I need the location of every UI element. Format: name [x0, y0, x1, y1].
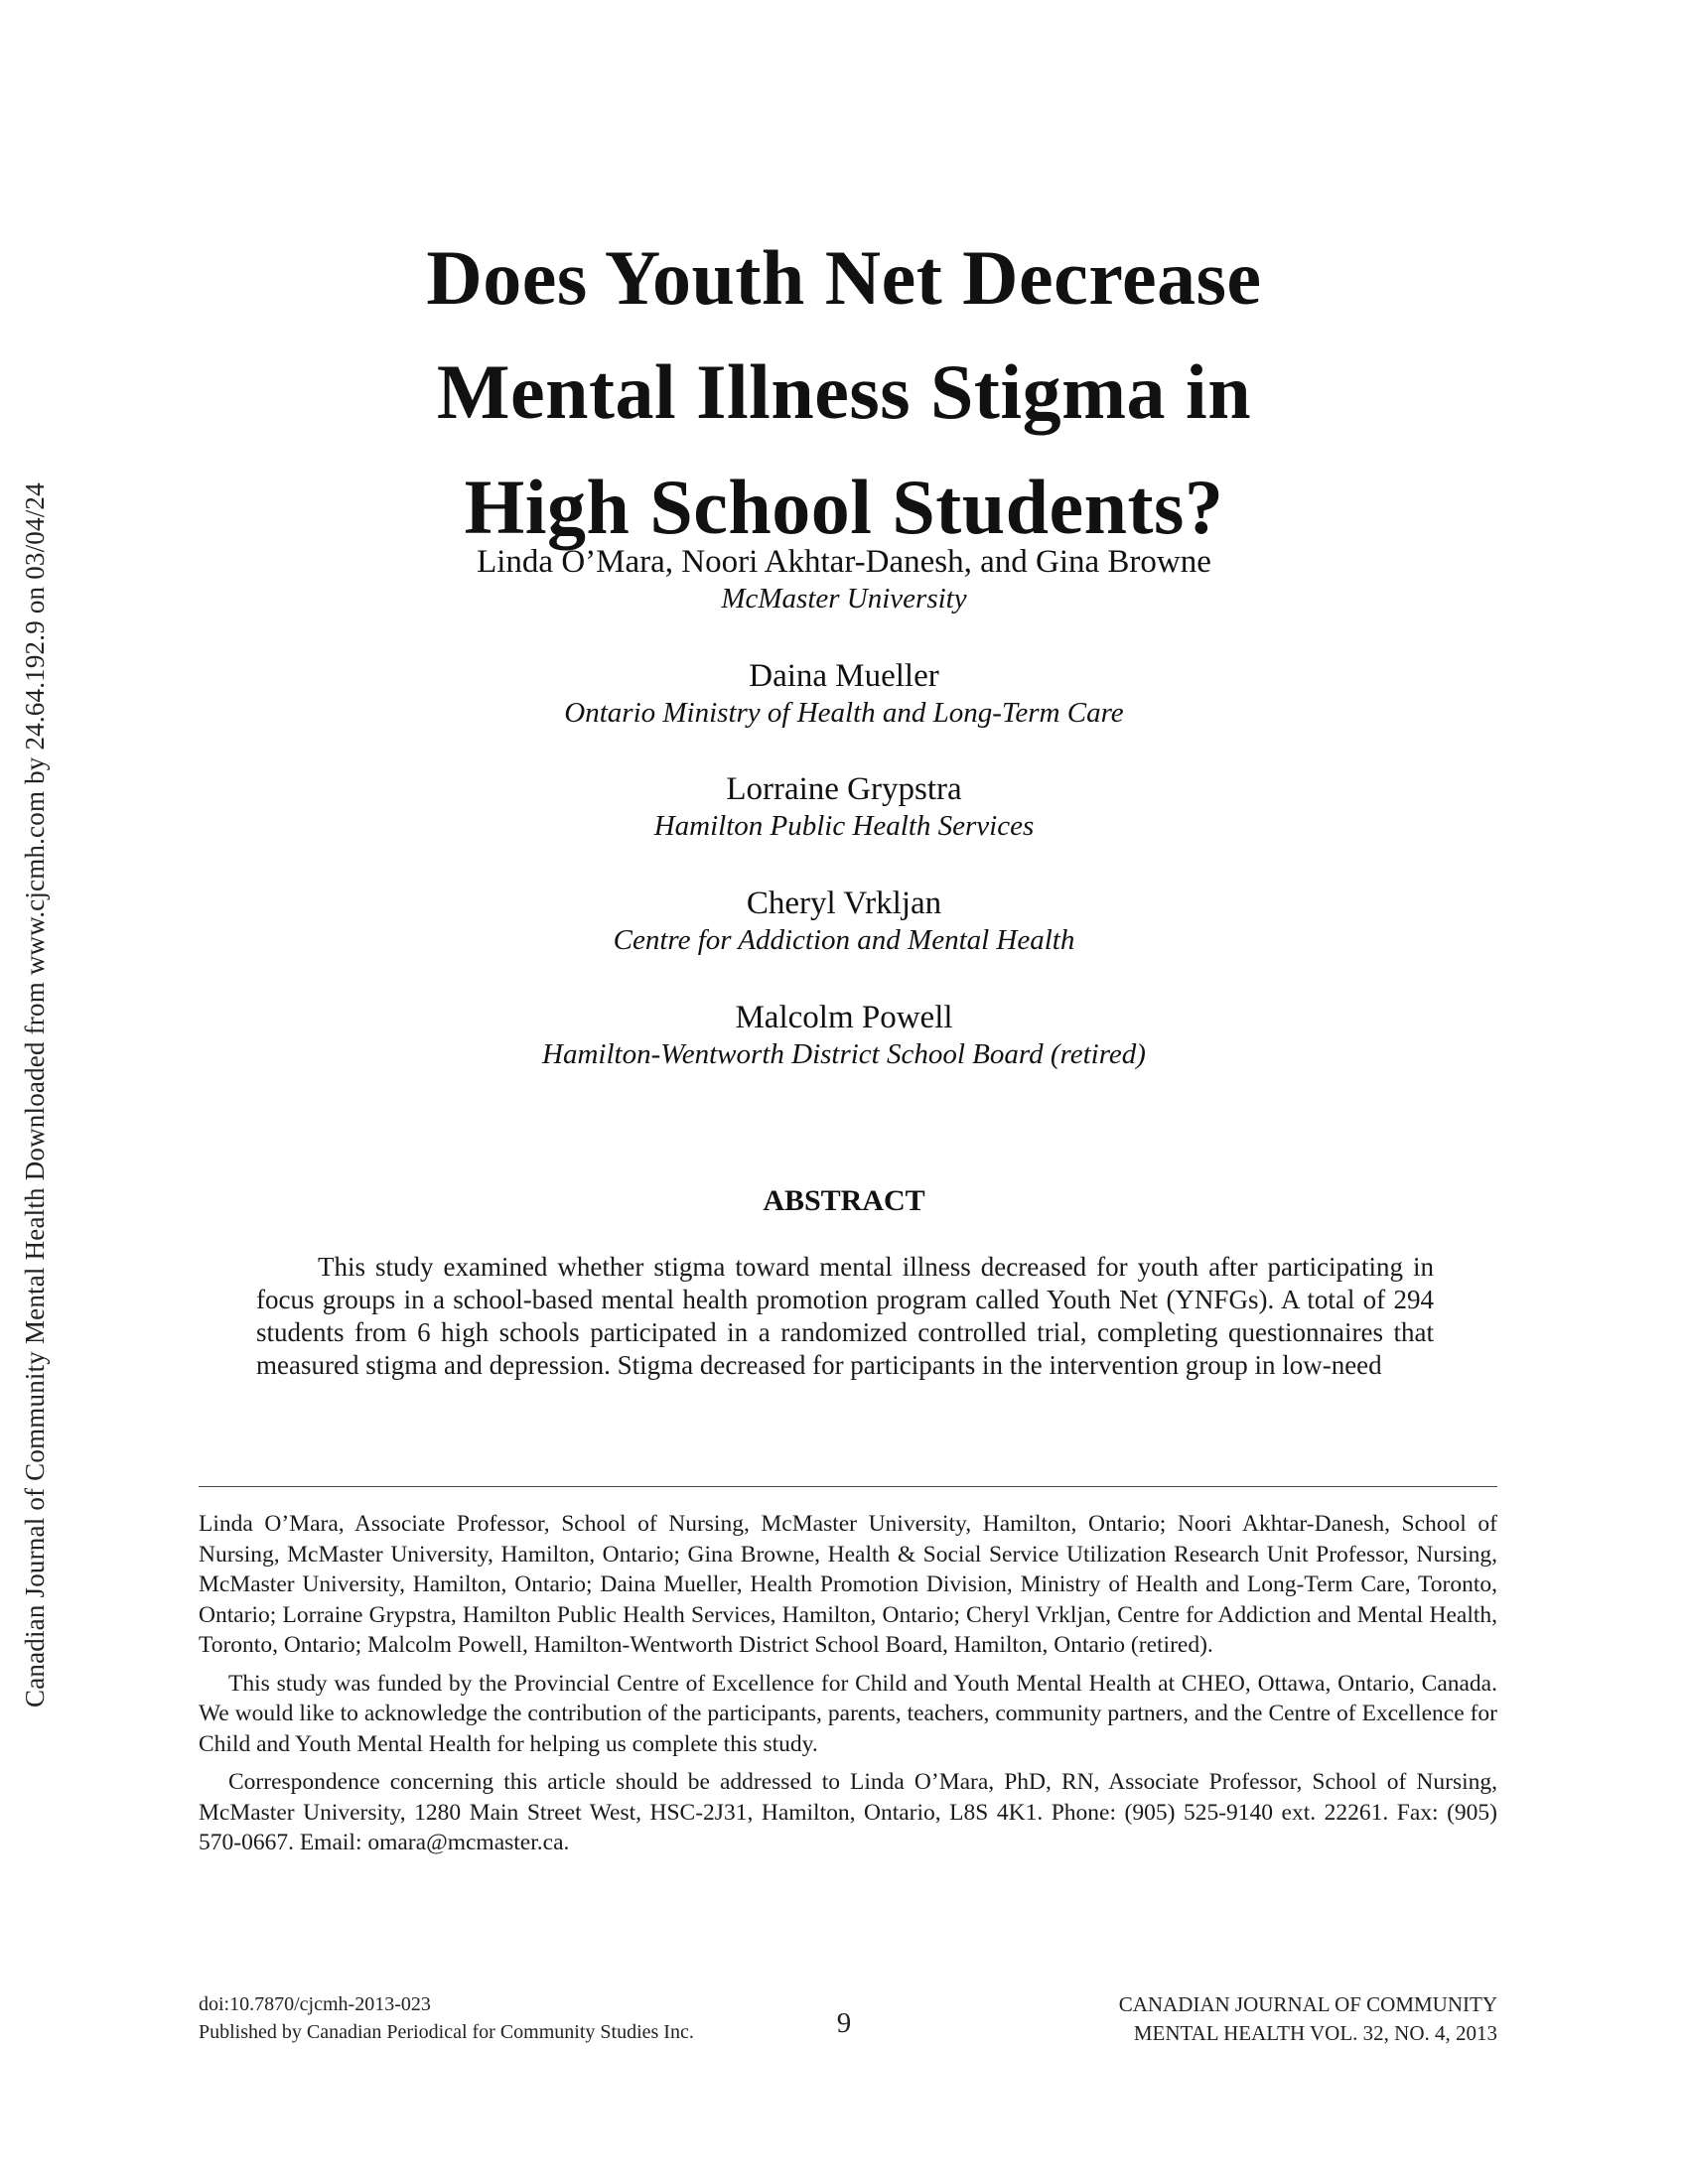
- author-name: Daina Mueller: [749, 657, 939, 694]
- author-list: [199, 544, 1489, 1114]
- footer-left: [199, 1990, 694, 2046]
- footnote-funding: This study was funded by the Provincial Centre of Excellence for Child and Youth Mental Health at CHEO, Ottawa, Ontario, Canada. We would like to acknowledge the contribution of the participants, parents, teachers, community partners, and the Centre of Excellence for Child and Youth Mental Health for helping us complete this study.: [199, 1670, 1497, 1757]
- author-name: Linda O’Mara, Noori Akhtar-Danesh, and Gina Browne: [477, 544, 1211, 580]
- article-title: [199, 220, 1489, 564]
- author-group: [199, 771, 1489, 844]
- author-affiliation: McMaster University: [721, 582, 967, 614]
- author-affiliation: Hamilton-Wentworth District School Board (retired): [542, 1037, 1146, 1070]
- footnote-divider: [199, 1486, 1497, 1487]
- page-number: 9: [836, 2007, 852, 2039]
- abstract-text: This study examined whether stigma toward mental illness decreased for youth after participating in focus groups in a school-based mental health promotion program called Youth Net (YNFGs). A total of 294 students from 6 high schools participated in a randomized controlled trial, completing questionnaires that measured stigma and depression. Stigma decreased for participants in the intervention group in low-need: [256, 1252, 1434, 1380]
- journal-name: CANADIAN JOURNAL OF COMMUNITY: [1118, 1992, 1497, 2016]
- footnote-author-affiliations: Linda O’Mara, Associate Professor, School of Nursing, McMaster University, Hamilton, Ontario; Noori Akhtar-Danesh, School of Nursing, McMaster University, Hamilton, Ontario; Gina Browne, Health & Social Service Utilization Research Unit Professor, Nursing, McMaster University, Hamilton, Ontario; Daina Mueller, Health Promotion Division, Ministry of Health and Long-Term Care, Toronto, Ontario; Lorraine Grypstra, Hamilton Public Health Services, Hamilton, Ontario; Cheryl Vrkljan, Centre for Addiction and Mental Health, Toronto, Ontario; Malcolm Powell, Hamilton-Wentworth District School Board, Hamilton, Ontario (retired).: [199, 1511, 1497, 1658]
- title-line: Mental Illness Stigma in: [436, 348, 1252, 436]
- footnotes: [199, 1509, 1497, 1866]
- author-affiliation: Centre for Addiction and Mental Health: [613, 924, 1075, 957]
- journal-volume: MENTAL HEALTH VOL. 32, NO. 4, 2013: [1133, 2021, 1497, 2045]
- doi: doi:10.7870/cjcmh-2013-023: [199, 1993, 431, 2015]
- author-group: [199, 544, 1489, 616]
- title-line: High School Students?: [464, 463, 1224, 550]
- footer-right: [993, 1990, 1497, 2048]
- author-affiliation: Hamilton Public Health Services: [653, 810, 1035, 843]
- abstract-heading: ABSTRACT: [763, 1184, 925, 1217]
- author-affiliation: Ontario Ministry of Health and Long-Term Care: [564, 696, 1124, 729]
- download-notice: Canadian Journal of Community Mental Health Downloaded from www.cjcmh.com by 24.64.192.9 on 03/04/24: [20, 482, 50, 1707]
- author-group: [199, 886, 1489, 958]
- author-name: Cheryl Vrkljan: [746, 886, 942, 922]
- author-name: Malcolm Powell: [735, 999, 953, 1035]
- footnote-correspondence: Correspondence concerning this article should be addressed to Linda O’Mara, PhD, RN, Associate Professor, School of Nursing, McMaster University, 1280 Main Street West, HSC-2J31, Hamilton, Ontario, L8S 4K1. Phone: (905) 525-9140 ext. 22261. Fax: (905) 570-0667. Email: omara@mcmaster.ca.: [199, 1769, 1497, 1855]
- title-line: Does Youth Net Decrease: [426, 234, 1262, 321]
- author-group: [199, 1000, 1489, 1072]
- author-name: Lorraine Grypstra: [726, 771, 962, 808]
- author-group: [199, 658, 1489, 731]
- publisher: Published by Canadian Periodical for Community Studies Inc.: [199, 2021, 694, 2043]
